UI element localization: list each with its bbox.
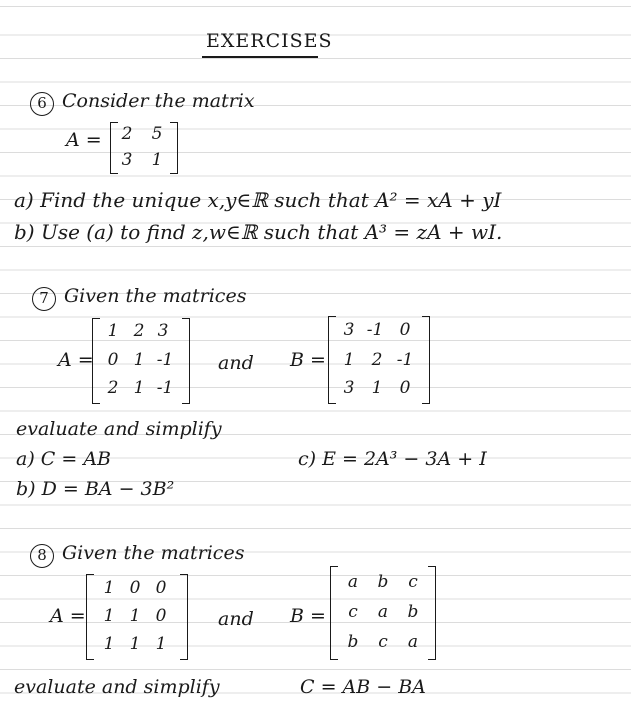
- ex7-b-cell: 0: [399, 320, 411, 340]
- ex8-b-cell: b: [377, 572, 389, 592]
- ex8-a-cell: 1: [129, 634, 141, 654]
- ex8-b-cell: c: [408, 572, 418, 592]
- ex7-b-cell: 1: [343, 350, 355, 370]
- ex7-b-cell: 3: [343, 378, 355, 398]
- ex8-b-left-bracket: [330, 566, 338, 660]
- ex8-b-cell: a: [347, 572, 359, 592]
- ex7-b-cell: 2: [371, 350, 383, 370]
- ex8-a-cell: 0: [129, 578, 141, 598]
- page-title: EXERCISES: [206, 30, 333, 52]
- ex8-b-cell: b: [407, 602, 419, 622]
- ex7-a-cell: 2: [133, 321, 145, 341]
- ex8-b-cell: a: [407, 632, 419, 652]
- exercise-8-number: 8: [30, 544, 54, 568]
- ex7-b-label: B =: [290, 349, 326, 371]
- ex7-a-cell: 1: [133, 350, 145, 370]
- exercise-7-intro: Given the matrices: [64, 285, 247, 307]
- ex7-b-cell: 1: [371, 378, 383, 398]
- ex7-a-cell: 2: [107, 378, 119, 398]
- ex6-matrix-label: A =: [66, 129, 102, 151]
- exercise-6-part-a: a) Find the unique x,y∈ℝ such that A² = xA + yI: [14, 188, 502, 212]
- exercise-7-number: 7: [32, 287, 56, 311]
- ex8-a-cell: 1: [129, 606, 141, 626]
- ex8-b-label: B =: [290, 605, 326, 627]
- ex8-b-right-bracket: [428, 566, 436, 660]
- ex8-b-cell: c: [378, 632, 388, 652]
- ex7-b-right-bracket: [422, 316, 430, 404]
- ex7-a-cell: 3: [157, 321, 169, 341]
- ex7-a-left-bracket: [92, 318, 100, 404]
- exercise-6-number: 6: [30, 92, 54, 116]
- ex6-matrix-cell: 3: [121, 150, 133, 170]
- ex8-evaluate: evaluate and simplify: [14, 676, 220, 698]
- exercise-6-part-b: b) Use (a) to find z,w∈ℝ such that A³ = zA + wI.: [14, 220, 503, 244]
- ex7-b-left-bracket: [328, 316, 336, 404]
- exercise-7-part-b: b) D = BA − 3B²: [16, 478, 175, 500]
- ex7-a-cell: 0: [107, 350, 119, 370]
- ex8-a-left-bracket: [86, 574, 94, 660]
- ex7-b-cell: 0: [399, 378, 411, 398]
- ex8-a-cell: 0: [155, 606, 167, 626]
- ex7-evaluate: evaluate and simplify: [16, 418, 222, 440]
- ex8-and: and: [218, 608, 254, 630]
- ex8-a-cell: 1: [103, 606, 115, 626]
- ex8-a-cell: 0: [155, 578, 167, 598]
- ex8-b-cell: a: [377, 602, 389, 622]
- exercise-6-intro: Consider the matrix: [62, 90, 255, 112]
- ex8-a-cell: 1: [155, 634, 167, 654]
- exercise-7-part-c: c) E = 2A³ − 3A + I: [298, 448, 487, 470]
- ex7-a-label: A =: [58, 349, 94, 371]
- ex6-matrix-cell: 1: [151, 150, 163, 170]
- ex7-a-cell: -1: [156, 378, 174, 398]
- title-underline: [202, 56, 318, 58]
- ex8-b-cell: c: [348, 602, 358, 622]
- ex8-result: C = AB − BA: [300, 676, 426, 698]
- exercise-7-part-a: a) C = AB: [16, 448, 111, 470]
- exercise-8-intro: Given the matrices: [62, 542, 245, 564]
- ex8-a-label: A =: [50, 605, 86, 627]
- ex7-b-cell: -1: [366, 320, 384, 340]
- ex6-matrix-cell: 2: [121, 124, 133, 144]
- ex7-a-cell: 1: [133, 378, 145, 398]
- ex7-a-cell: -1: [156, 350, 174, 370]
- ex7-a-right-bracket: [182, 318, 190, 404]
- ex6-matrix-cell: 5: [151, 124, 163, 144]
- ex7-and: and: [218, 352, 254, 374]
- ex7-a-cell: 1: [107, 321, 119, 341]
- ex8-a-cell: 1: [103, 578, 115, 598]
- ex6-matrix-right-bracket: [170, 122, 178, 174]
- ex7-b-cell: -1: [396, 350, 414, 370]
- ex8-a-right-bracket: [180, 574, 188, 660]
- ex7-b-cell: 3: [343, 320, 355, 340]
- ex8-a-cell: 1: [103, 634, 115, 654]
- ex8-b-cell: b: [347, 632, 359, 652]
